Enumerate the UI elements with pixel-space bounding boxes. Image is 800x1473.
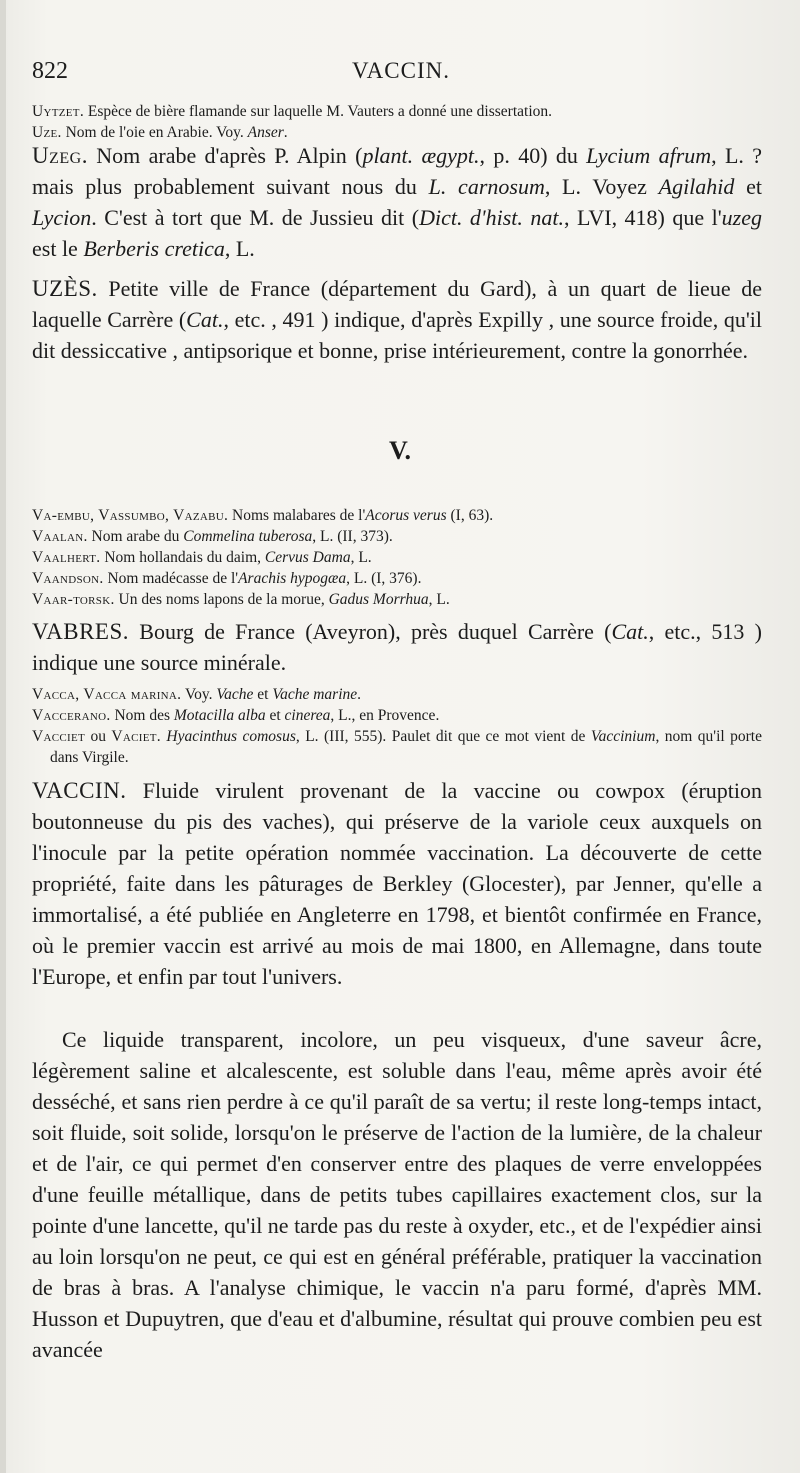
entry-uzes: UZÈS. Petite ville de France (département du Gard), à un quart de lieue de laquelle Carrère (Cat., etc. , 491 ) indique, d'après Expilly , une source froide, qu'il dit dessiccative , antipsorique et bonne, prise intérieurement, contre la gonorrhée. [32,276,763,363]
headword-vabres: VABRES. [32,619,130,644]
entry-vaar-torsk: Vaar-torsk. Un des noms lapons de la morue, Gadus Morrhua, L. [32,591,450,608]
vaccin-paragraph-1: VACCIN. Fluide virulent provenant de la vaccine ou cowpox (éruption boutonneuse du pis des vaches), qui préserve de la variole ceux auxquels on l'inocule par la petite opération nommée vaccination. La découverte de cette propriété, faite dans les pâturages de Berkley (Glocester), par Jenner, qu'elle a immortalisé, a été publiée en Angleterre en 1798, et bientôt confirmée en France, où le premier vaccin est arrivé au mois de mai 1800, en Allemagne, dans toute l'Europe, et enfin par tout l'univers. [32,778,762,989]
entry-vacca: Vacca, Vacca marina. Voy. Vache et Vache marine. [32,686,362,703]
entry-vaalhert: Vaalhert. Nom hollandais du daim, Cervus Dama, L. [32,549,372,566]
headword-uzes: UZÈS. [32,276,98,301]
entry-vaalan: Vaalan. Nom arabe du Commelina tuberosa, L. (II, 373). [32,528,393,545]
entry-uytzet: Uytzet. Espèce de bière flamande sur laquelle M. Vauters a donné une dissertation. [32,103,552,120]
headword-uzeg: Uzeg. [32,143,88,168]
running-head: VACCIN. [352,58,450,83]
entry-vaccin [32,775,762,992]
headword-vaccin: VACCIN. [32,778,127,803]
entries-top [32,101,762,143]
section-letter-v: V. [389,436,411,465]
entry-vabres: VABRES. Bourg de France (Aveyron), près duquel Carrère (Cat., etc., 513 ) indique une source minérale. [32,619,762,675]
page-gutter-shadow [0,0,6,1473]
entries-v2 [32,684,762,768]
entry-va-embu: Va-embu, Vassumbo, Vazabu. Noms malabares de l'Acorus verus (I, 63). [32,507,494,524]
entry-uze: Uze. Nom de l'oie en Arabie. Voy. Anser. [32,124,288,141]
entry-vaandson: Vaandson. Nom madécasse de l'Arachis hypogæa, L. (I, 376). [32,570,422,587]
entries-v [32,505,762,610]
entry-vacciet: Vacciet ou Vaciet. Hyacinthus comosus, L. (III, 555). Paulet dit que ce mot vient de Vaccinium, nom qu'il porte dans Virgile. [32,728,762,766]
entry-uzeg: Uzeg. Nom arabe d'après P. Alpin (plant. ægypt., p. 40) du Lycium afrum, L. ? mais plus probablement suivant nous du L. carnosum, L. Voyez Agilahid et Lycion. C'est à tort que M. de Jussieu dit (Dict. d'hist. nat., LVI, 418) que l'uzeg est le Berberis cretica, L. [32,143,763,261]
entry-vaccerano: Vaccerano. Nom des Motacilla alba et cinerea, L., en Provence. [32,707,440,724]
vaccin-paragraph-2: Ce liquide transparent, incolore, un peu visqueux, d'une saveur âcre, légèrement saline et alcalescente, est soluble dans l'eau, même après avoir été desséché, et sans rien perdre à ce qu'il paraît de sa vertu; il reste long-temps intact, soit fluide, soit solide, lorsqu'on le préserve de l'action de la lumière, de la chaleur et de l'air, ce qui permet d'en conserver entre des plaques de verre enveloppées d'une feuille métallique, dans de petits tubes capillaires exactement clos, sur la pointe d'une lancette, qu'il ne tarde pas du reste à oxyder, etc., et de l'expédier ainsi au loin lorsqu'on ne peut, ce qui est en général préférable, pratiquer la vaccination de bras à bras. A l'analyse chimique, le vaccin n'a paru formé, d'après MM. Husson et Dupuytren, que d'eau et d'albumine, résultat qui prouve combien peu est avancée [32,1027,763,1362]
page-header [32,58,770,88]
vaccin-continued [32,1024,762,1365]
page-number: 822 [32,58,68,84]
